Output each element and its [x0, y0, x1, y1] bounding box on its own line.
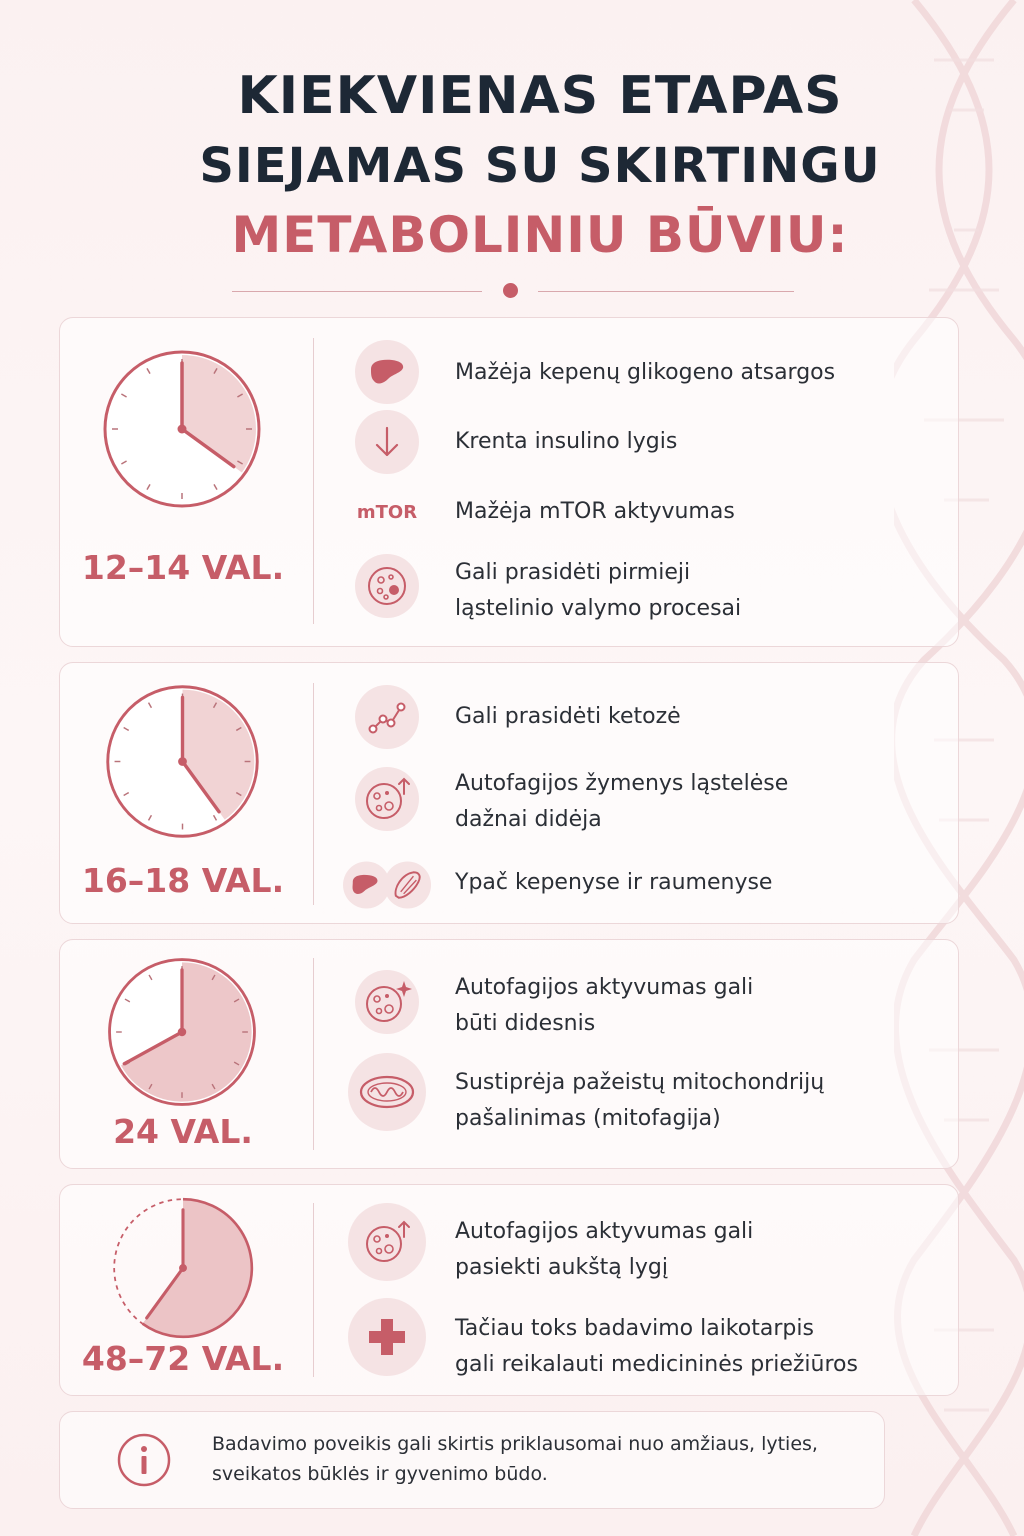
clock-center: [178, 425, 187, 434]
cell-arrow-up-icon: [348, 1203, 426, 1281]
cell-sparkle-icon: [355, 970, 419, 1034]
heading-line-1: KIEKVIENAS ETAPAS: [237, 66, 843, 126]
stage-item-text: Gali prasidėti ketozė: [455, 704, 681, 729]
arrow-down-icon: [355, 410, 419, 474]
stage-hours-label: 12–14 VAL.: [81, 548, 285, 587]
note-line: Badavimo poveikis gali skirtis priklausomai nuo amžiaus, lyties,: [212, 1433, 818, 1455]
stage-item-line: Tačiau toks badavimo laikotarpis: [455, 1316, 814, 1341]
note-text: [212, 1429, 872, 1489]
stage-item-text: [455, 970, 935, 1042]
stage-item-line: dažnai didėja: [455, 807, 602, 832]
stage-item-text: Mažėja kepenų glikogeno atsargos: [455, 360, 836, 385]
liver-muscle-icon: [343, 853, 433, 917]
stage-card-48-72: [59, 1184, 959, 1396]
note-line: sveikatos būklės ir gyvenimo būdo.: [212, 1463, 548, 1485]
stage-item-line: Autofagijos aktyvumas gali: [455, 1219, 754, 1244]
stage-item-text: [455, 1214, 935, 1286]
clock-icon: [97, 344, 267, 514]
card-divider: [313, 338, 314, 624]
cell-icon: [355, 554, 419, 618]
info-icon: [116, 1432, 172, 1488]
heading-line-3: METABOLINIU BŪVIU:: [231, 206, 849, 264]
divider-left: [232, 291, 482, 292]
divider-dot: [503, 283, 518, 298]
divider-right: [538, 291, 794, 292]
clock-center: [179, 1264, 187, 1272]
stage-hours-label: 48–72 VAL.: [81, 1339, 285, 1378]
stage-card-12-14: [59, 317, 959, 647]
stage-item-text: [455, 1065, 935, 1137]
stage-card-24: [59, 939, 959, 1169]
clock-icon: [102, 952, 262, 1112]
stage-hours-label: 16–18 VAL.: [81, 861, 285, 900]
liver-icon: [355, 340, 419, 404]
stage-item-text: [455, 1311, 935, 1383]
mtor-label-icon: [355, 480, 419, 544]
stage-item-line: Sustiprėja pažeistų mitochondrijų: [455, 1070, 825, 1095]
stage-item-line: pasiekti aukštą lygį: [455, 1255, 668, 1280]
clock-icon: [108, 1193, 258, 1343]
stage-item-line: Gali prasidėti pirmieji: [455, 560, 691, 585]
stage-item-text: [455, 766, 935, 838]
stage-item-text: Mažėja mTOR aktyvumas: [455, 499, 735, 524]
stage-hours-label: 24 VAL.: [113, 1112, 253, 1151]
clock-center: [178, 757, 187, 766]
stage-item-text: Krenta insulino lygis: [455, 429, 678, 454]
card-divider: [313, 1203, 314, 1377]
stage-item-line: Autofagijos aktyvumas gali: [455, 975, 754, 1000]
clock-icon: [100, 679, 265, 844]
card-divider: [313, 683, 314, 905]
stage-item-line: gali reikalauti medicininės priežiūros: [455, 1352, 858, 1377]
clock-elapsed-sector: [143, 1199, 252, 1337]
mtor-label: mTOR: [356, 501, 418, 523]
card-divider: [313, 958, 314, 1150]
cell-arrow-up-icon: [355, 767, 419, 831]
stage-item-line: būti didesnis: [455, 1011, 596, 1036]
ketone-molecule-icon: [355, 685, 419, 749]
medical-cross-icon: [348, 1298, 426, 1376]
stage-item-line: Autofagijos žymenys ląstelėse: [455, 771, 789, 796]
stage-card-16-18: [59, 662, 959, 924]
heading-line-2: SIEJAMAS SU SKIRTINGU: [199, 138, 881, 194]
stage-item-line: pašalinimas (mitofagija): [455, 1106, 721, 1131]
disclaimer-note: [59, 1411, 885, 1509]
stage-item-line: ląstelinio valymo procesai: [455, 596, 742, 621]
mitochondria-icon: [348, 1053, 426, 1131]
stage-item-text: [455, 555, 935, 627]
clock-center: [178, 1028, 186, 1036]
stage-item-text: Ypač kepenyse ir raumenyse: [455, 870, 773, 895]
